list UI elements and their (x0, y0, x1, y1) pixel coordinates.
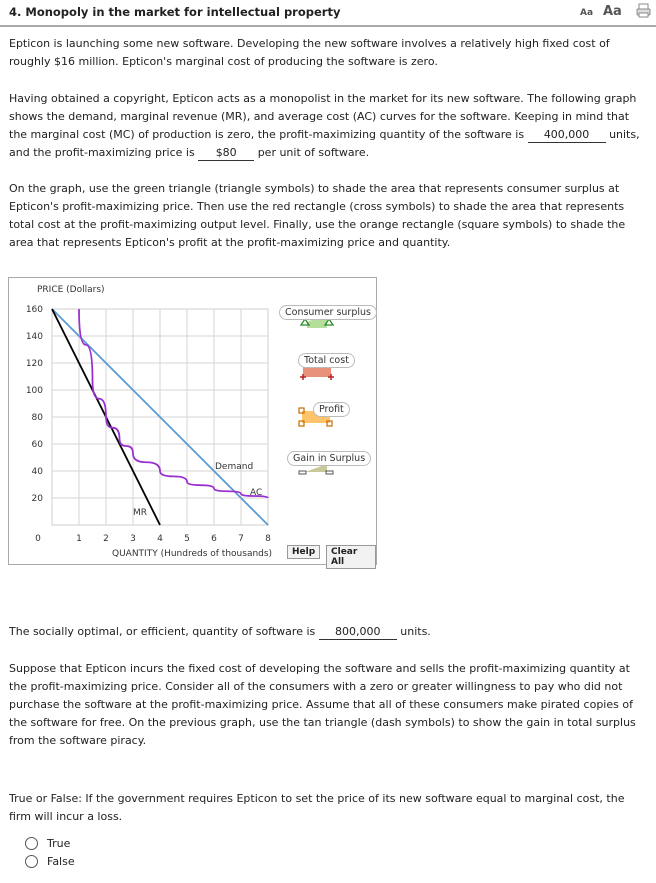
help-button[interactable]: Help (287, 545, 320, 559)
y-axis-label: PRICE (Dollars) (37, 285, 105, 295)
x-tick-label: 0 (35, 534, 41, 544)
profit-legend: Profit (313, 402, 350, 417)
x-tick-label: 2 (103, 534, 109, 544)
profit-max-price-field[interactable]: $80 (198, 146, 254, 161)
ac-curve-label: AC (250, 488, 263, 498)
x-tick-label: 5 (184, 534, 190, 544)
y-tick-label: 60 (31, 440, 43, 450)
efficient-quantity-field[interactable]: 800,000 (319, 625, 397, 640)
false-label: False (47, 854, 75, 868)
y-tick-label: 100 (25, 386, 43, 396)
demand-curve-label: Demand (215, 462, 254, 472)
x-tick-label: 6 (211, 534, 217, 544)
para2-text-a: Having obtained a copyright, Epticon acts as a monopolist in the market for its new software. The following graph shows the demand, marginal revenue (MR), and average cost (AC) curves for the software. Keeping in mind that the marginal cost (MC) of production is zero, the profit-maximizing quantity of the software is (9, 92, 637, 141)
x-tick-label: 8 (265, 534, 271, 544)
dash-symbol-icon (326, 471, 333, 474)
price-quantity-graph[interactable] (9, 278, 376, 564)
false-radio[interactable] (25, 855, 38, 868)
mr-curve-label: MR (133, 508, 148, 518)
gain-in-surplus-legend: Gain in Surplus (287, 451, 371, 466)
para2-text-c: per unit of software. (257, 146, 370, 159)
x-tick-label: 1 (76, 534, 82, 544)
consumer-surplus-legend: Consumer surplus (279, 305, 377, 320)
para2-text-b: units, and the profit-maximizing price is (9, 128, 640, 159)
x-tick-label: 7 (238, 534, 244, 544)
true-radio[interactable] (25, 837, 38, 850)
efficient-text-b: units. (400, 625, 431, 638)
y-tick-label: 40 (31, 467, 43, 477)
option-true[interactable] (25, 835, 70, 851)
question-title: 4. Monopoly in the market for intellectual property (9, 5, 341, 19)
y-tick-label: 140 (25, 332, 43, 342)
graph-instructions-paragraph: On the graph, use the green triangle (triangle symbols) to shade the area that represents consumer surplus at Epticon's profit-maximizing price. Then use the red rectangle (cross symbols) to shade the area that represents total cost at the profit-maximizing output level. Finally, use the orange rectangle (square symbols) to shade the area that represents Epticon's profit at the profit-maximizing price and quantity. (9, 182, 626, 249)
y-tick-label: 120 (25, 359, 43, 369)
y-tick-label: 80 (31, 413, 43, 423)
true-label: True (47, 836, 71, 850)
x-tick-label: 3 (130, 534, 136, 544)
option-false[interactable] (25, 853, 75, 869)
font-size-small-button[interactable]: Aa (580, 8, 594, 18)
header-divider (0, 25, 656, 27)
dash-symbol-icon (299, 471, 306, 474)
efficient-text-a: The socially optimal, or efficient, quantity of software is (9, 625, 316, 638)
graph-ticks (26, 305, 271, 544)
y-tick-label: 20 (31, 494, 43, 504)
clear-all-button[interactable]: Clear All (326, 545, 376, 569)
efficient-quantity-sentence (9, 623, 647, 641)
y-tick-label: 160 (25, 305, 43, 315)
font-size-large-button[interactable]: Aa (603, 4, 622, 19)
monopoly-paragraph (9, 90, 647, 162)
graph-panel (8, 277, 377, 565)
true-false-question: True or False: If the government requires Epticon to set the price of its new software equal to marginal cost, the firm will incur a loss. (9, 792, 625, 823)
x-axis-label: QUANTITY (Hundreds of thousands) (112, 549, 273, 559)
piracy-paragraph: Suppose that Epticon incurs the fixed cost of developing the software and sells the profit-maximizing quantity at the profit-maximizing price. Consider all of the consumers with a zero or greater willingness to pay who did not purchase the software at the profit-maximizing price. Assume that all of these consumers make pirated copies of the software for free. On the previous graph, use the tan triangle (dash symbols) to show the gain in total surplus from the software piracy. (9, 662, 636, 747)
total-cost-legend: Total cost (298, 353, 355, 368)
intro-paragraph: Epticon is launching some new software. Developing the new software involves a relatively high fixed cost of roughly $16 million. Epticon's marginal cost of producing the software is zero. (9, 37, 610, 68)
profit-max-quantity-field[interactable]: 400,000 (528, 128, 606, 143)
x-tick-label: 4 (157, 534, 163, 544)
print-icon[interactable] (636, 3, 651, 18)
total-cost-tool[interactable] (300, 367, 334, 380)
